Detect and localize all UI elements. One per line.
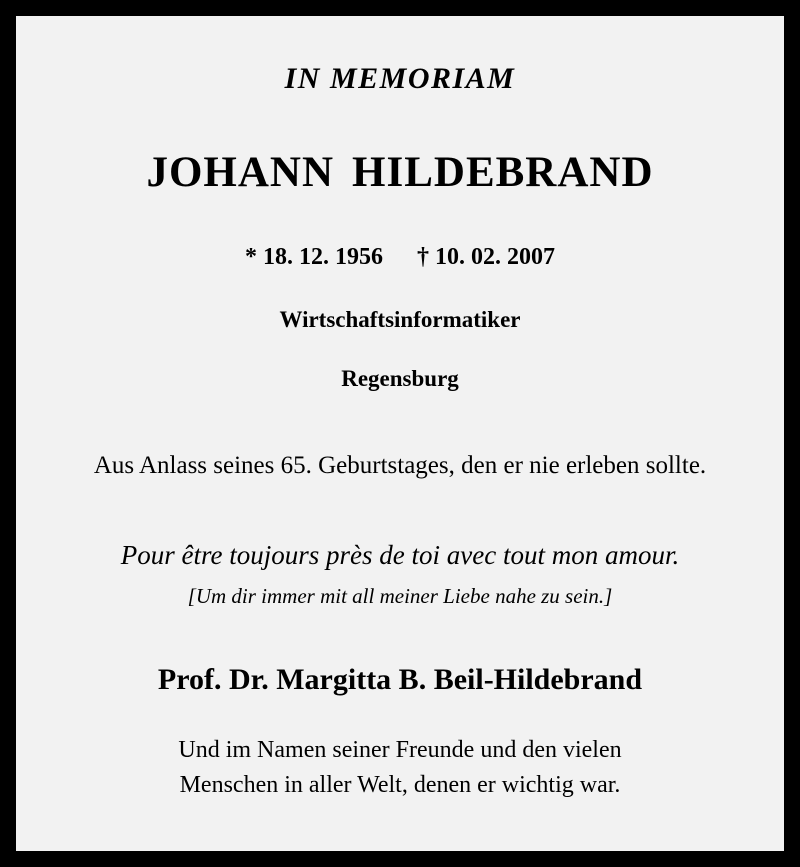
closing-line-1: Und im Namen seiner Freunde und den vielen [178,737,622,764]
closing-text [40,733,760,803]
occasion-text: Aus Anlass seines 65. Geburtstages, den er nie erleben sollte. [93,452,707,480]
life-dates [40,244,760,270]
deceased-name [40,149,760,196]
deceased-first-name: JOHANN [146,149,335,196]
signer-name: Prof. Dr. Margitta B. Beil-Hildebrand [157,662,643,696]
quote-german-translation: [Um dir immer mit all meiner Liebe nahe zu sein.] [187,583,613,608]
profession-label: Wirtschaftsinformatiker [279,306,521,332]
city-label: Regensburg [341,365,459,391]
death-date: † 10. 02. 2007 [417,244,555,271]
birth-date: * 18. 12. 1956 [245,244,383,271]
obituary-content [16,16,784,851]
memoriam-heading: IN MEMORIAM [284,62,516,95]
obituary-notice [16,16,784,851]
deceased-last-name: HILDEBRAND [352,149,654,196]
closing-line-2: Menschen in aller Welt, denen er wichtig war. [179,772,621,799]
quote-french: Pour être toujours près de toi avec tout mon amour. [120,540,680,571]
